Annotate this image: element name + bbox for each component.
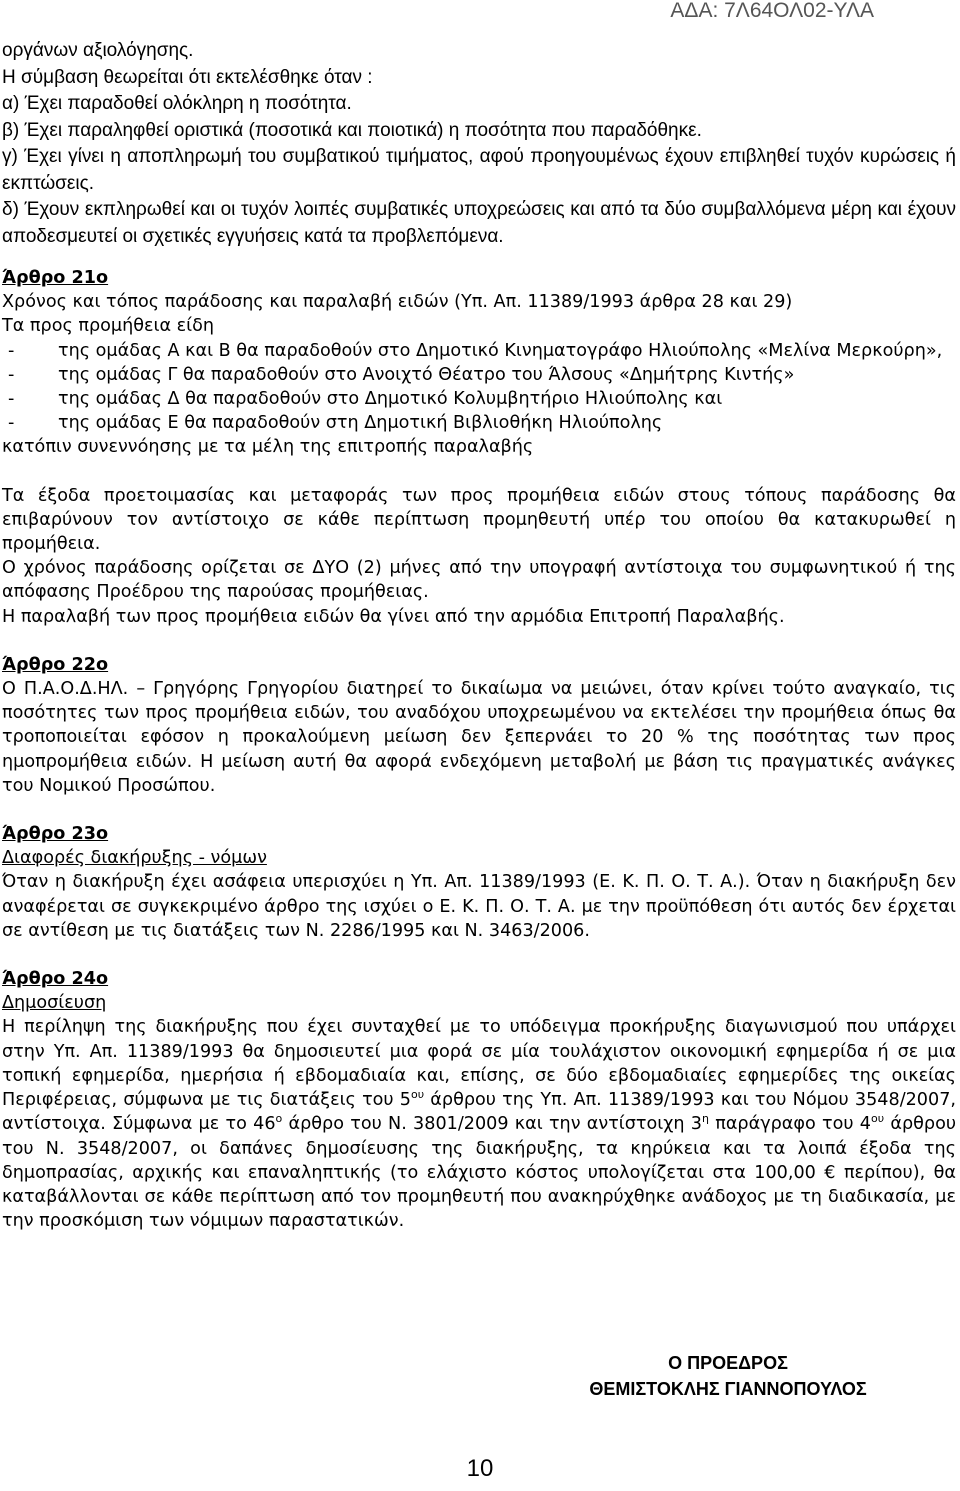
article-23-heading: Άρθρο 23ο xyxy=(2,824,109,845)
list-item: - της ομάδας Δ θα παραδοθούν στο Δημοτικό Κολυμβητήριο Ηλιούπολης και xyxy=(2,387,956,411)
article-24-subtitle: Δημοσίευση xyxy=(2,993,107,1014)
article-21-heading: Άρθρο 21ο xyxy=(2,268,109,288)
article-23-body: Όταν η διακήρυξη έχει ασάφεια υπερισχύει η Υπ. Απ. 11389/1993 (Ε. Κ. Π. Ο. Τ. Α.). Όταν η διακήρυξη δεν αναφέρεται σε συγκεκριμένο άρθρο της ισχύει ο Ε. Κ. Π. Ο. Τ. Α. με την προϋπόθεση ότι αυτός δεν έρχεται σε αντίθεση με τις διατάξεις των Ν. 2286/1995 και Ν. 3463/2006. xyxy=(2,872,956,941)
top-line: α) Έχει παραδοθεί ολόκληρη η ποσότητα. xyxy=(2,93,352,114)
article-21-paragraph: Η παραλαβή των προς προμήθεια ειδών θα γίνει από την αρμόδια Επιτροπή Παραλαβής. xyxy=(2,606,785,627)
article-22-body: Ο Π.Α.Ο.Δ.ΗΛ. – Γρηγόρης Γρηγορίου διατηρεί το δικαίωμα να μειώνει, όταν κρίνει τούτο αναγκαίο, τις ποσότητες των προς προμήθεια ειδών, του αναδόχου υποχρεωμένου να εκτελέσει την προμήθεια όπως θα τροποποιείται εφόσον η προκαλούμενη μείωση δεν ξεπερνάει το 20 % της ποσότητας των προς ημοπρομήθεια ειδών. Η μείωση αυτή θα αφορά ενδεχόμενη μεταβολή με βάση τις πραγματικές ανάγκες του Νομικού Προσώπου. xyxy=(2,679,956,796)
main-body xyxy=(2,266,956,1233)
article-23-subtitle: Διαφορές διακήρυξης - νόμων xyxy=(2,848,267,869)
article-21-paragraph: Ο χρόνος παράδοσης ορίζεται σε ΔΥΟ (2) μήνες από την υπογραφή αντίστοιχα του συμφωνητικού ή της απόφασης Προέδρου της παρούσας προμήθειας. xyxy=(2,558,956,603)
top-line: γ) Έχει γίνει η αποπληρωμή του συμβατικού τιμήματος, αφού προηγουμένως έχουν επιβληθεί τυχόν κυρώσεις ή εκπτώσεις. xyxy=(2,146,956,194)
article-21-after: κατόπιν συνεννόησης με τα μέλη της επιτροπής παραλαβής xyxy=(2,437,534,458)
article-24-body: Η περίληψη της διακήρυξης που έχει συνταχθεί με το υπόδειγμα προκήρυξης διαγωνισμού που υπάρχει στην Υπ. Απ. 11389/1993 θα δημοσιευτεί μια φορά σε μία τουλάχιστον οικονομική εφημερίδα ή σε μια τοπική εφημερίδα, ημερήσια ή εβδομαδιαία και, επίσης, σε δύο εβδομαδιαίες εφημερίδες της οικείας Περιφέρειας, σύμφωνα με τις διατάξεις του $5^{o\upsilon}$ άρθρου της Υπ. Απ. 11389/1993 και του Νόμου 3548/2007, αντίστοιχα. Σύμφωνα με το $46^o$ άρθρο του Ν. 3801/2009 και την αντίστοιχη $3^\eta$ παράγραφο του $4^{o\upsilon}$ άρθρου του Ν. 3548/2007, οι δαπάνες δημοσίευσης της διακήρυξης, τα κηρύκεια και τα λοιπά έξοδα της δημοπρασίας, αρχικής και επαναληπτικής (το ελάχιστο κόστος υπολογίζεται στα 100,00 € περίπου), θα καταβάλλονται σε κάθε περίπτωση από τον προμηθευτή που ανακηρύχθηκε ανάδοχος με τη διαδικασία, με την προσκόμιση των νόμιμων παραστατικών. xyxy=(2,1017,957,1232)
article-21-subtitle: Χρόνος και τόπος παράδοσης και παραλαβή ειδών (Υπ. Απ. 11389/1993 άρθρα 28 και 29) xyxy=(2,292,793,313)
signature-name: ΘΕΜΙΣΤΟΚΛΗΣ ΓΙΑΝΝΟΠΟΥΛΟΣ xyxy=(589,1379,867,1399)
signature-title: Ο ΠΡΟΕΔΡΟΣ xyxy=(668,1353,788,1373)
article-21-paragraph: Τα έξοδα προετοιμασίας και μεταφοράς των προς προμήθεια ειδών στους τόπους παράδοσης θα επιβαρύνουν τον αντίστοιχο σε κάθε περίπτωση προμηθευτή υπέρ του οποίου θα κατακυρωθεί η προμήθεια. xyxy=(2,485,956,555)
delivery-list xyxy=(2,339,956,436)
top-section xyxy=(2,38,956,250)
top-line: δ) Έχουν εκπληρωθεί και οι τυχόν λοιπές συμβατικές υποχρεώσεις και από τα δύο συμβαλλόμενα μέρη και έχουν αποδεσμευτεί οι σχετικές εγγυήσεις κατά τα προβλεπόμενα. xyxy=(2,199,956,247)
signature-block xyxy=(528,1350,928,1402)
article-24-heading: Άρθρο 24ο xyxy=(2,969,109,990)
top-line: οργάνων αξιολόγησης. xyxy=(2,40,194,61)
list-item: - της ομάδας Ε θα παραδοθούν στη Δημοτική Βιβλιοθήκη Ηλιούπολης xyxy=(2,411,956,435)
article-22-heading: Άρθρο 22ο xyxy=(2,654,109,675)
article-21-intro: Τα προς προμήθεια είδη xyxy=(2,316,215,337)
top-line: Η σύμβαση θεωρείται ότι εκτελέσθηκε όταν : xyxy=(2,66,373,88)
top-line: β) Έχει παραληφθεί οριστικά (ποσοτικά και ποιοτικά) η ποσότητα που παραδόθηκε. xyxy=(2,119,702,141)
list-item: - της ομάδας Α και Β θα παραδοθούν στο Δημοτικό Κινηματογράφο Ηλιούπολης «Μελίνα Μερκούρη», xyxy=(2,339,956,363)
list-item: - της ομάδας Γ θα παραδοθούν στο Ανοιχτό Θέατρο του Άλσους «Δημήτρης Κιντής» xyxy=(2,363,956,387)
page-number: 10 xyxy=(466,1455,494,1482)
ada-code: ΑΔΑ: 7Λ64ΟΛ02-ΥΛΑ xyxy=(670,0,874,22)
